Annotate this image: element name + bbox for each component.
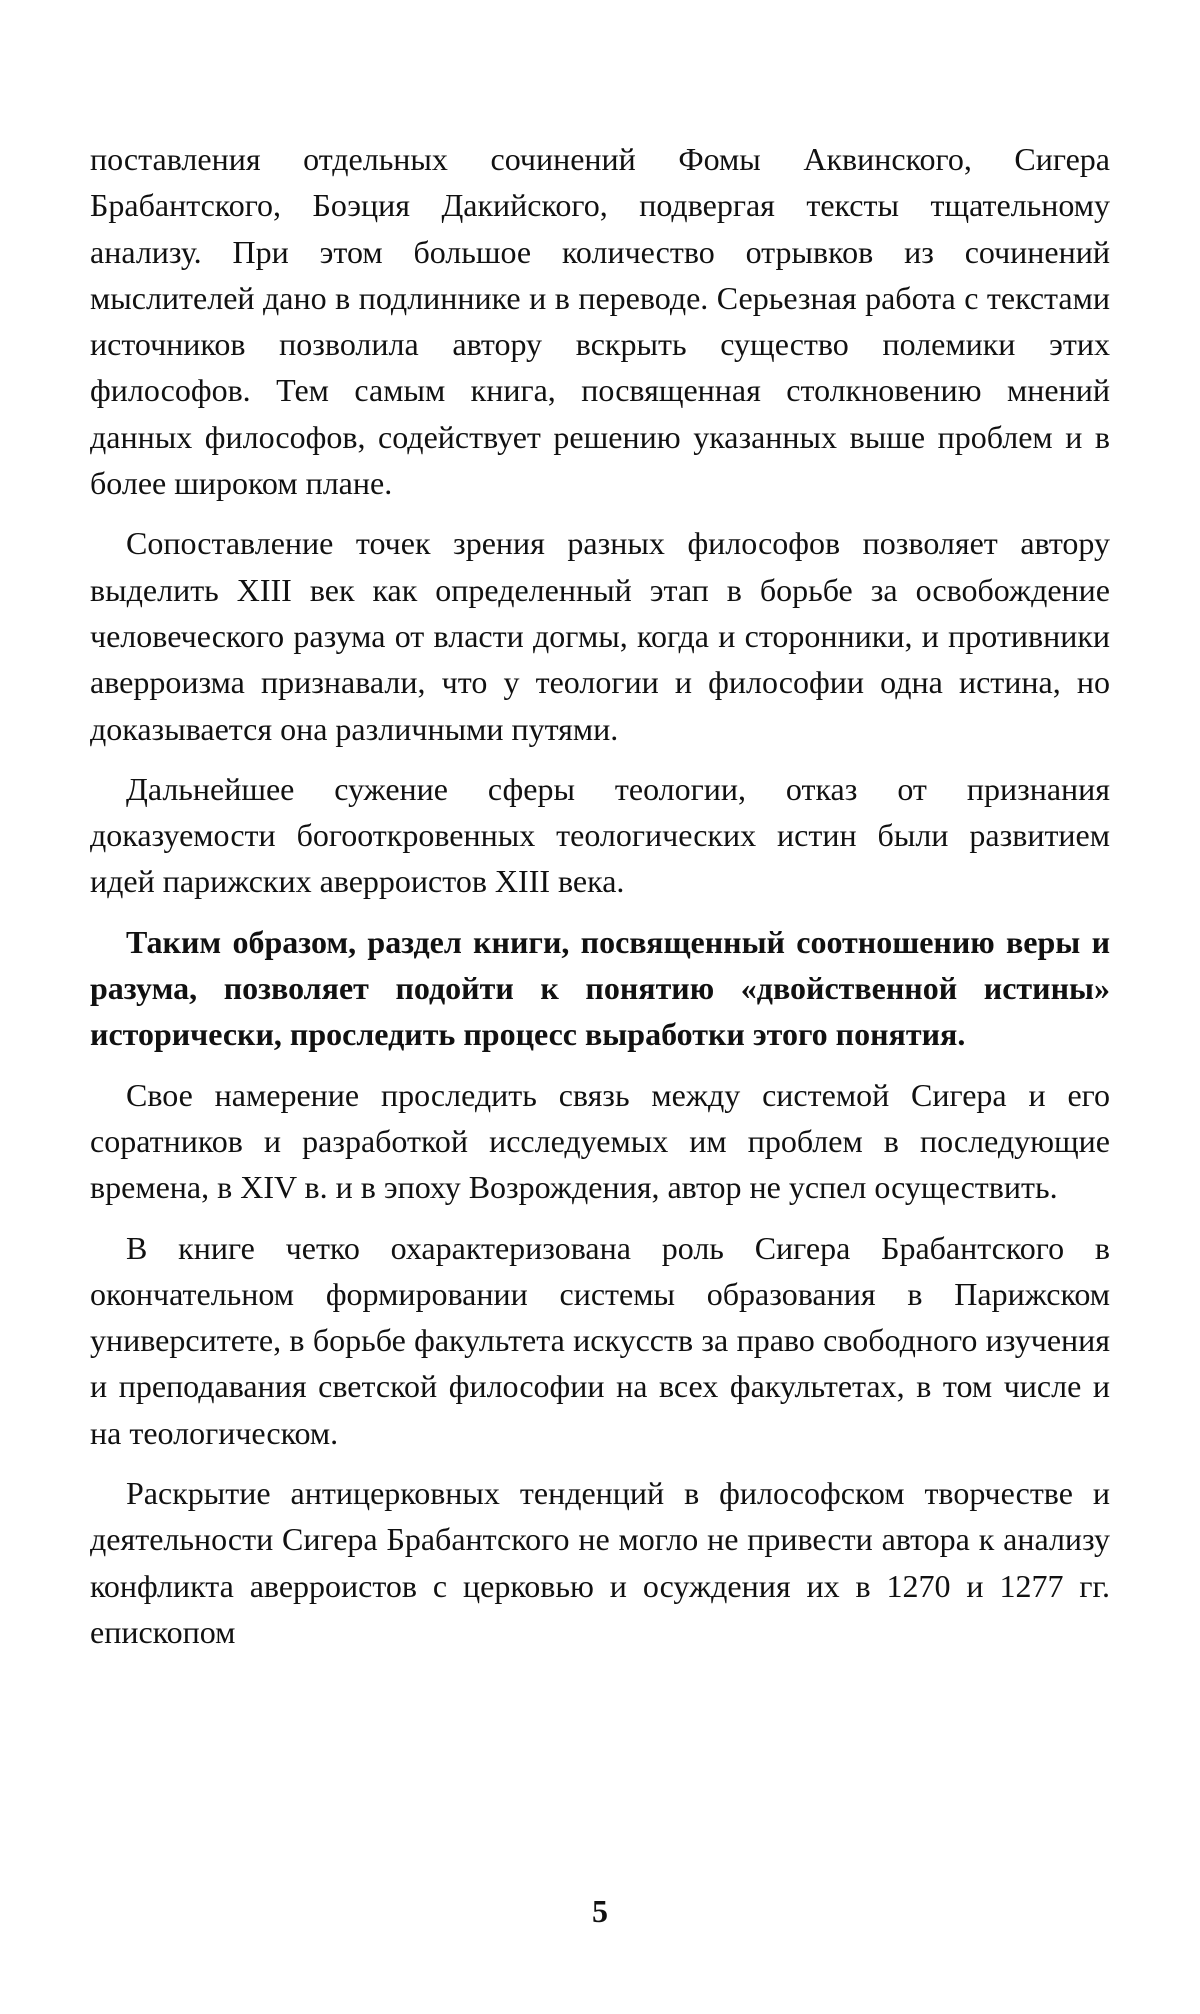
paragraph-4: Таким образом, раздел книги, посвященный соотношению веры и разума, позволяет подойти к понятию «двойственной истины» исторически, проследить процесс выработки этого понятия. xyxy=(90,923,1110,1053)
paragraph-2: Сопоставление точек зрения разных философов позволяет автору выделить XIII век как определенный этап в борьбе за освобождение человеческого разума от власти догмы, когда и сторонники, и противники аверроизма признавали, что у теологии и философии одна истина, но доказывается она различными путями. xyxy=(90,525,1110,747)
paragraph-6: В книге четко охарактеризована роль Сигера Брабантского в окончательном формировании системы образования в Парижском университете, в борьбе факультета искусств за право свободного изучения и преподавания светской философии на всех факультетах, в том числе и на теологическом. xyxy=(90,1229,1110,1451)
page-number: 5 xyxy=(592,1893,608,1929)
paragraph-1: поставления отдельных сочинений Фомы Аквинского, Сигера Брабантского, Боэция Дакийского, подвергая тексты тщательному анализу. При этом большое количество отрывков из сочинений мыслителей дано в подлиннике и в переводе. Серьезная работа с текстами источников позволила автору вскрыть существо полемики этих философов. Тем самым книга, посвященная столкновению мнений данных философов, содействует решению указанных выше проблем и в более широком плане. xyxy=(90,141,1110,502)
page-body xyxy=(90,136,1110,1669)
paragraph-5: Свое намерение проследить связь между системой Сигера и его соратников и разработкой исследуемых им проблем в последующие времена, в XIV в. и в эпоху Возрождения, автор не успел осуществить. xyxy=(90,1076,1110,1206)
paragraph-7: Раскрытие антицерковных тенденций в философском творчестве и деятельности Сигера Брабантского не могло не привести автора к анализу конфликта аверроистов с церковью и осуждения их в 1270 и 1277 гг. епископом xyxy=(90,1475,1110,1650)
paragraph-3: Дальнейшее сужение сферы теологии, отказ от признания доказуемости богооткровенных теологических истин были развитием идей парижских аверроистов XIII века. xyxy=(90,770,1110,900)
